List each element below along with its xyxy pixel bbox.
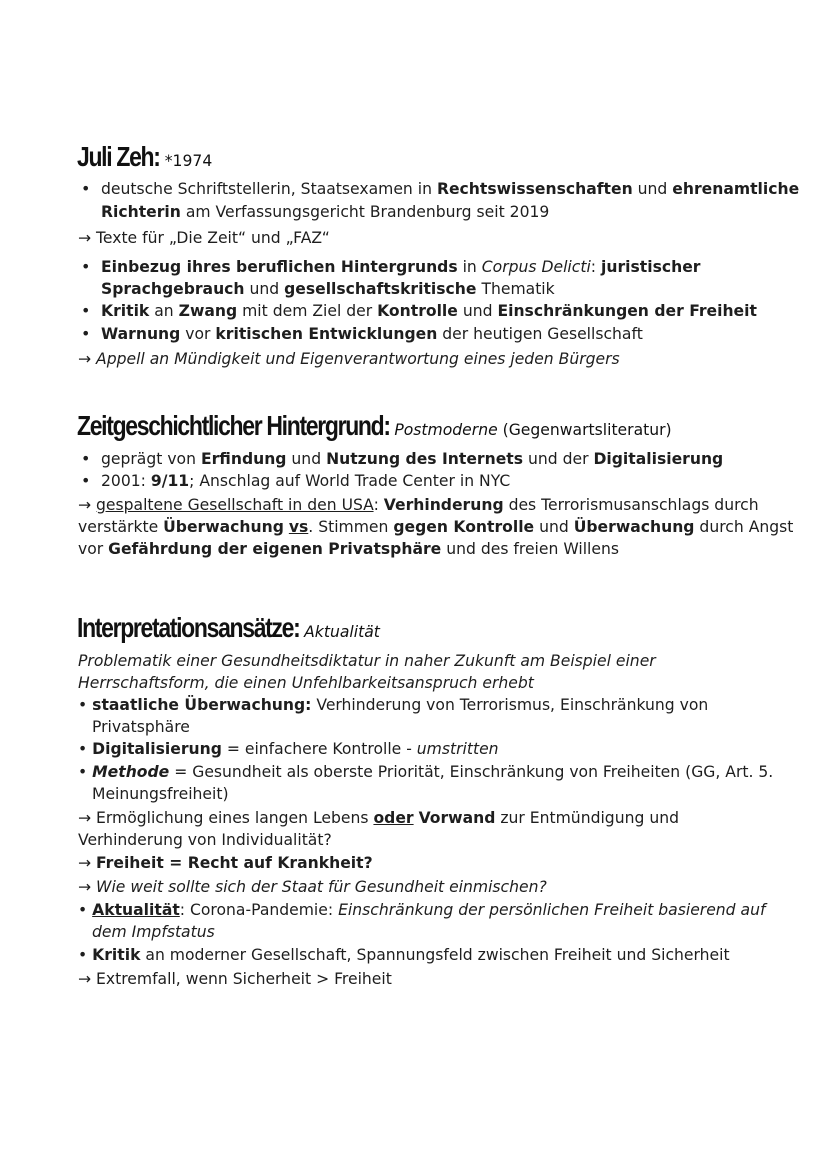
sec3-bullet3-line2: Meinungsfreiheit) — [92, 785, 229, 803]
heading-subtitle: *1974 — [164, 152, 213, 170]
heading-title: Juli Zeh: — [77, 141, 160, 172]
sec3-bullet2: • Digitalisierung = einfachere Kontrolle - umstritten — [78, 740, 499, 758]
sec3-arrow1-line2: Verhinderung von Individualität? — [78, 831, 332, 849]
bullet-dot: • — [81, 449, 91, 468]
bullet-dot: • — [81, 301, 91, 320]
sec3-intro-line2: Herrschaftsform, die einen Unfehlbarkeitsanspruch erhebt — [78, 674, 534, 692]
sec2-bullet1: geprägt von Erfindung und Nutzung des Internets und der Digitalisierung — [101, 450, 724, 468]
sec3-arrow2: → Freiheit = Recht auf Krankheit? — [78, 854, 373, 872]
sec1-bullet4: Warnung vor kritischen Entwicklungen der heutigen Gesellschaft — [101, 325, 643, 343]
sec1-bullet1-line1: deutsche Schriftstellerin, Staatsexamen in Rechtswissenschaften und ehrenamtliche — [101, 180, 800, 198]
sec2-para-line1: → gespaltene Gesellschaft in den USA: Verhinderung des Terrorismusanschlags durch — [78, 496, 759, 514]
sec2-bullet2: 2001: 9/11; Anschlag auf World Trade Center in NYC — [101, 472, 511, 490]
sec3-bullet5: • Kritik an moderner Gesellschaft, Spannungsfeld zwischen Freiheit und Sicherheit — [78, 946, 730, 964]
heading-subtitle: Aktualität — [304, 623, 381, 641]
bullet-dot: • — [81, 324, 91, 343]
sec3-arrow1-line1: → Ermöglichung eines langen Lebens oder Vorwand zur Entmündigung und — [78, 809, 679, 827]
heading-juli-zeh — [77, 141, 213, 177]
sec3-bullet4-line2: dem Impfstatus — [92, 923, 215, 941]
heading-zeitgeschichte: Zeitgeschichtlicher Hintergrund: Postmoderne (Gegenwartsliteratur) — [77, 410, 673, 441]
sec1-bullet2-line2: Sprachgebrauch und gesellschaftskritische Thematik — [101, 280, 555, 298]
sec3-arrow3: → Wie weit sollte sich der Staat für Gesundheit einmischen? — [78, 878, 547, 896]
heading-interpretation — [77, 612, 381, 648]
sec3-arrow4: → Extremfall, wenn Sicherheit > Freiheit — [78, 970, 392, 988]
heading-title: Zeitgeschichtlicher Hintergrund: — [77, 410, 390, 441]
sec3-bullet3-line1: • Methode = Gesundheit als oberste Priorität, Einschränkung von Freiheiten (GG, Art. 5. — [78, 763, 774, 781]
heading-subtitle: Postmoderne — [394, 421, 499, 439]
sec1-bullet3: Kritik an Zwang mit dem Ziel der Kontrolle und Einschränkungen der Freiheit — [101, 302, 757, 320]
sec1-bullet2-line1: Einbezug ihres beruflichen Hintergrunds in Corpus Delicti: juristischer — [101, 258, 701, 276]
bullet-dot: • — [81, 257, 91, 276]
sec1-bullet1-line2: Richterin am Verfassungsgericht Brandenburg seit 2019 — [101, 203, 550, 221]
bullet-dot: • — [81, 179, 91, 198]
sec1-arrow1: → Texte für „Die Zeit“ und „FAZ“ — [78, 229, 330, 247]
sec3-intro-line1: Problematik einer Gesundheitsdiktatur in naher Zukunft am Beispiel einer — [78, 652, 656, 670]
sec2-para-line2: verstärkte Überwachung vs. Stimmen gegen Kontrolle und Überwachung durch Angst — [78, 518, 794, 536]
sec2-para-line3: vor Gefährdung der eigenen Privatsphäre und des freien Willens — [78, 540, 619, 558]
sec1-arrow2: → Appell an Mündigkeit und Eigenverantwortung eines jeden Bürgers — [78, 350, 620, 368]
sec3-bullet1-line1: • staatliche Überwachung: Verhinderung von Terrorismus, Einschränkung von — [78, 696, 709, 714]
heading-title: Interpretationsansätze: — [77, 612, 300, 643]
sec3-bullet4-line1: • Aktualität: Corona-Pandemie: Einschränkung der persönlichen Freiheit basierend auf — [78, 901, 766, 919]
bullet-dot: • — [81, 471, 91, 490]
sec3-bullet1-line2: Privatsphäre — [92, 718, 190, 736]
